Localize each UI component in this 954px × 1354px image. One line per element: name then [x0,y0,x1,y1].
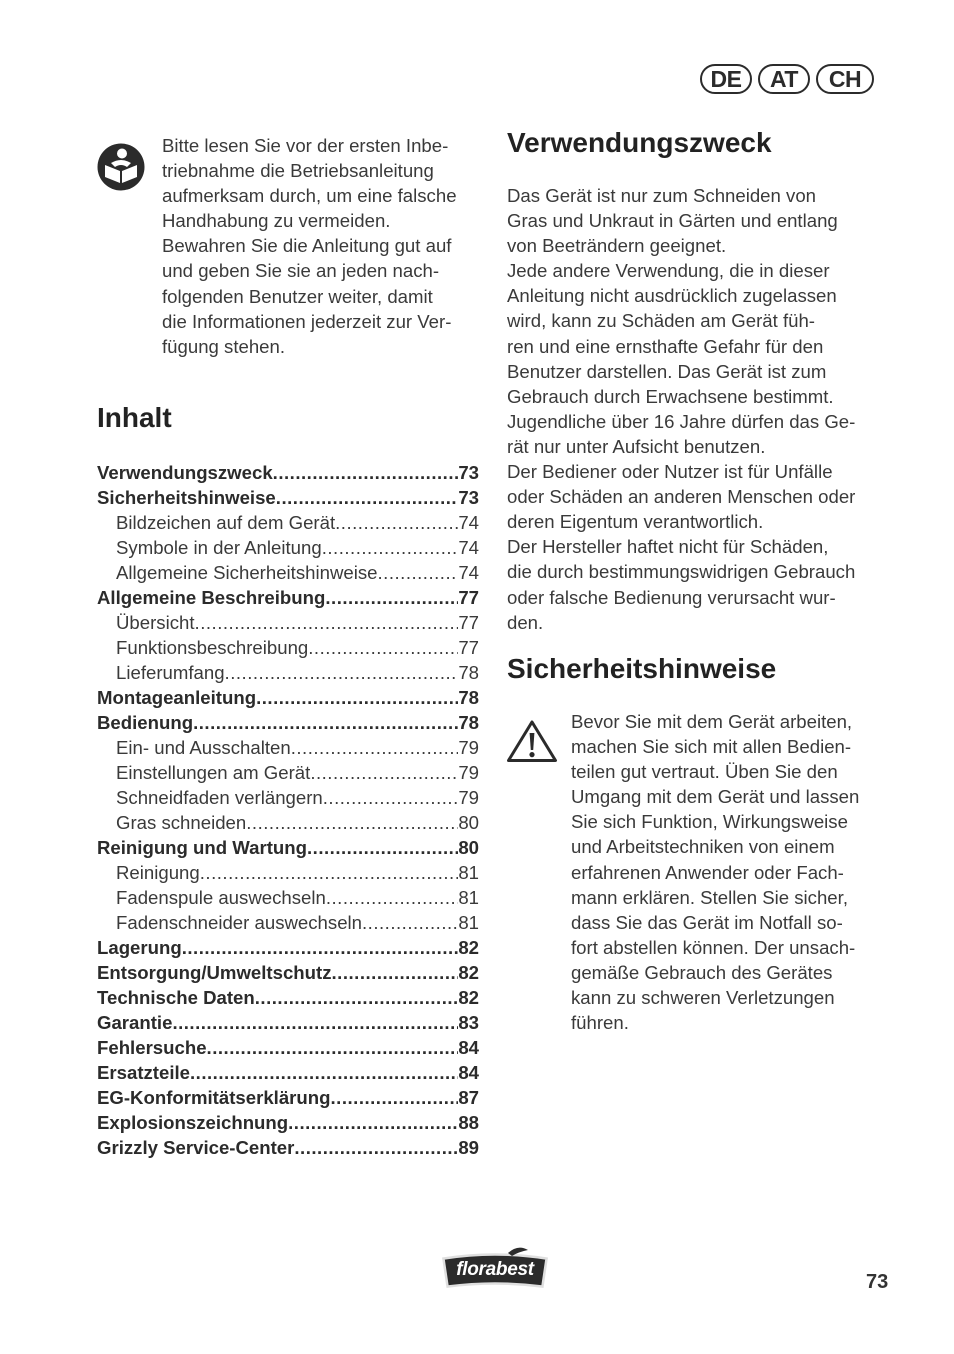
toc-entry-title: Montageanleitung [97,687,257,708]
toc-entry-title: Lagerung [97,937,182,958]
toc-entry [97,460,479,485]
text-line: Gras und Unkraut in Gärten und entlang [507,210,838,232]
text-line: von Beeträndern geeignet. [507,235,727,257]
page-number: 73 [866,1271,889,1293]
toc-entry-title: Technische Daten [97,987,255,1008]
toc-entry [97,1010,479,1035]
toc-entry-page: 80 [458,837,479,858]
text-line: Jede andere Verwendung, die in dieser [507,260,830,282]
toc-leader-dots [377,560,458,585]
toc-entry-title: Allgemeine Beschreibung [97,587,326,608]
toc-entry [97,810,479,835]
toc-entry-title: Grizzly Service-Center [97,1137,295,1158]
toc-leader-dots [273,460,459,485]
toc-entry-title: Funktionsbeschreibung [116,637,309,658]
toc-entry-title: Einstellungen am Gerät [116,762,311,783]
toc-entry-page: 81 [458,887,479,908]
text-line: teilen gut vertraut. Üben Sie den [571,761,838,783]
toc-entry-page: 89 [458,1137,479,1158]
toc-entry-title: Ein- und Ausschalten [116,737,291,758]
toc-entry [97,785,479,810]
country-badge-de: DE [700,64,752,94]
toc-entry-title: Reinigung und Wartung [97,837,307,858]
toc-entry [97,760,479,785]
toc-leader-dots [326,885,458,910]
toc-entry-page: 79 [458,737,479,758]
toc-entry-title: Lieferumfang [116,662,225,683]
toc-entry [97,585,479,610]
toc-entry [97,860,479,885]
text-line: Gebrauch durch Erwachsene bestimmt. [507,385,834,407]
toc-entry-title: Gras schneiden [116,812,247,833]
toc-entry-page: 79 [458,787,479,808]
toc-entry-title: Explosionszeichnung [97,1112,289,1133]
toc-entry-page: 82 [458,987,479,1008]
toc-leader-dots [207,1035,459,1060]
toc-entry [97,910,479,935]
text-line: und geben Sie sie an jeden nach- [162,260,440,282]
toc-leader-dots [335,510,458,535]
toc-entry-page: 82 [458,962,479,983]
toc-entry-page: 74 [458,562,479,583]
text-line: Der Bediener oder Nutzer ist für Unfälle [507,461,833,483]
text-line: erfahrenen Anwender oder Fach- [571,861,844,883]
toc-entry [97,1110,479,1135]
toc-leader-dots [310,760,458,785]
toc-entry-title: Fehlersuche [97,1037,207,1058]
text-line: fort abstellen können. Der unsach- [571,936,856,958]
toc-leader-dots [330,1085,458,1110]
toc-entry-title: Entsorgung/Umweltschutz [97,962,332,983]
toc-entry [97,1085,479,1110]
toc-entry [97,635,479,660]
text-line: machen Sie sich mit allen Bedien- [571,736,852,758]
verwendungszweck-text [507,183,897,635]
toc-leader-dots [246,810,458,835]
country-badge-ch: CH [816,64,874,94]
text-line: dass Sie das Gerät im Notfall so- [571,911,843,933]
toc-leader-dots [190,1060,458,1085]
toc-entry-page: 88 [458,1112,479,1133]
toc-leader-dots [307,835,458,860]
text-line: und Arbeitstechniken von einem [571,836,835,858]
toc-leader-dots [323,785,459,810]
toc-entry-title: Schneidfaden verlängern [116,787,323,808]
toc-entry [97,735,479,760]
intro-text [162,133,482,359]
toc-entry-page: 80 [458,812,479,833]
text-line: Sie sich Funktion, Wirkungsweise [571,811,848,833]
text-line: rät nur unter Aufsicht benutzen. [507,435,766,457]
toc-entry-title: Fadenschneider auswechseln [116,912,363,933]
toc-entry [97,710,479,735]
toc-entry-page: 81 [458,862,479,883]
toc-entry-page: 73 [458,487,479,508]
toc-entry [97,835,479,860]
toc-leader-dots [182,935,459,960]
text-line: oder falsche Bedienung verursacht wur- [507,586,836,608]
text-line: gemäße Gebrauch des Gerätes [571,961,833,983]
text-line: Jugendliche über 16 Jahre dürfen das Ge- [507,410,856,432]
toc-entry-title: Bedienung [97,712,194,733]
toc-entry-page: 82 [458,937,479,958]
toc-entry-title: Bildzeichen auf dem Gerät [116,512,336,533]
toc-leader-dots [195,610,459,635]
text-line: kann zu schweren Verletzungen [571,987,835,1009]
toc-entry-page: 81 [458,912,479,933]
toc-entry [97,935,479,960]
toc-entry [97,1135,479,1160]
toc-entry-page: 74 [458,537,479,558]
toc-entry-page: 84 [458,1037,479,1058]
toc-entry-title: Verwendungszweck [97,462,273,483]
country-badge-at: AT [758,64,810,94]
text-line: mann erklären. Stellen Sie sicher, [571,886,848,908]
text-line: Bitte lesen Sie vor der ersten Inbe- [162,135,449,156]
text-line: Das Gerät ist nur zum Schneiden von [507,185,817,206]
toc-entry [97,960,479,985]
text-line: die Informationen jederzeit zur Ver- [162,310,452,332]
text-line: deren Eigentum verantwortlich. [507,511,764,533]
text-line: oder Schäden an anderen Menschen oder [507,486,856,508]
toc-leader-dots [294,1135,458,1160]
toc-entry [97,610,479,635]
toc-entry [97,535,479,560]
toc-entry-title: Symbole in der Anleitung [116,537,322,558]
text-line: Bevor Sie mit dem Gerät arbeiten, [571,711,853,732]
text-line: wird, kann zu Schäden am Gerät füh- [507,310,815,332]
toc-entry [97,685,479,710]
country-badges [700,64,874,94]
toc-entry-page: 78 [458,712,479,733]
toc-entry-page: 78 [458,662,479,683]
toc-leader-dots [193,710,458,735]
text-line: Umgang mit dem Gerät und lassen [571,786,860,808]
toc-entry-page: 74 [458,512,479,533]
text-line: Anleitung nicht ausdrücklich zugelassen [507,285,837,307]
read-manual-icon [97,143,145,191]
toc-entry [97,985,479,1010]
toc-leader-dots [325,585,458,610]
toc-leader-dots [288,1110,458,1135]
toc-leader-dots [200,860,459,885]
text-line: aufmerksam durch, um eine falsche [162,185,457,207]
toc-entry-title: Fadenspule auswechseln [116,887,326,908]
toc-entry-page: 87 [458,1087,479,1108]
text-line: folgenden Benutzer weiter, damit [162,285,433,307]
toc-entry-page: 83 [458,1012,479,1033]
text-line: führen. [571,1012,629,1034]
toc-entry-page: 78 [458,687,479,708]
toc-leader-dots [276,485,459,510]
toc-entry-title: Übersicht [116,612,195,633]
toc-entry [97,510,479,535]
toc-entry [97,1035,479,1060]
toc-entry-title: Reinigung [116,862,200,883]
text-line: fügung stehen. [162,335,286,357]
toc-entry-title: Ersatzteile [97,1062,191,1083]
toc-leader-dots [172,1010,458,1035]
toc-entry [97,1060,479,1085]
section-heading-verwendungszweck: Verwendungszweck [507,127,772,158]
toc-entry-title: EG-Konformitätserklärung [97,1087,331,1108]
text-line: die durch bestimmungswidrigen Gebrauch [507,561,856,583]
section-heading-sicherheitshinweise: Sicherheitshinweise [507,653,777,684]
toc-entry [97,885,479,910]
text-line: den. [507,611,544,633]
toc-entry-title: Garantie [97,1012,173,1033]
toc-entry [97,660,479,685]
warning-text [571,709,897,1035]
toc-entry [97,560,479,585]
text-line: triebnahme die Betriebsanleitung [162,160,434,182]
table-of-contents [97,460,479,1160]
toc-leader-dots [332,960,459,985]
toc-entry-page: 77 [458,587,479,608]
toc-leader-dots [322,535,459,560]
toc-entry-title: Allgemeine Sicherheitshinweise [116,562,378,583]
toc-entry-page: 77 [458,612,479,633]
toc-entry-page: 84 [458,1062,479,1083]
toc-leader-dots [308,635,458,660]
text-line: Handhabung zu vermeiden. [162,210,391,232]
toc-leader-dots [291,735,459,760]
toc-leader-dots [255,985,459,1010]
logo-text: florabest [456,1258,534,1280]
text-line: ren und eine ernsthafte Gefahr für den [507,335,824,357]
toc-entry-title: Sicherheitshinweise [97,487,276,508]
text-line: Benutzer darstellen. Das Gerät ist zum [507,360,827,382]
warning-icon [506,719,558,763]
text-line: Bewahren Sie die Anleitung gut auf [162,235,452,257]
text-line: Der Hersteller haftet nicht für Schäden, [507,536,829,558]
toc-entry-page: 77 [458,637,479,658]
toc-leader-dots [362,910,458,935]
toc-entry [97,485,479,510]
toc-leader-dots [256,685,458,710]
toc-entry-page: 73 [458,462,479,483]
toc-entry-page: 79 [458,762,479,783]
toc-leader-dots [225,660,459,685]
toc-heading: Inhalt [97,402,172,433]
